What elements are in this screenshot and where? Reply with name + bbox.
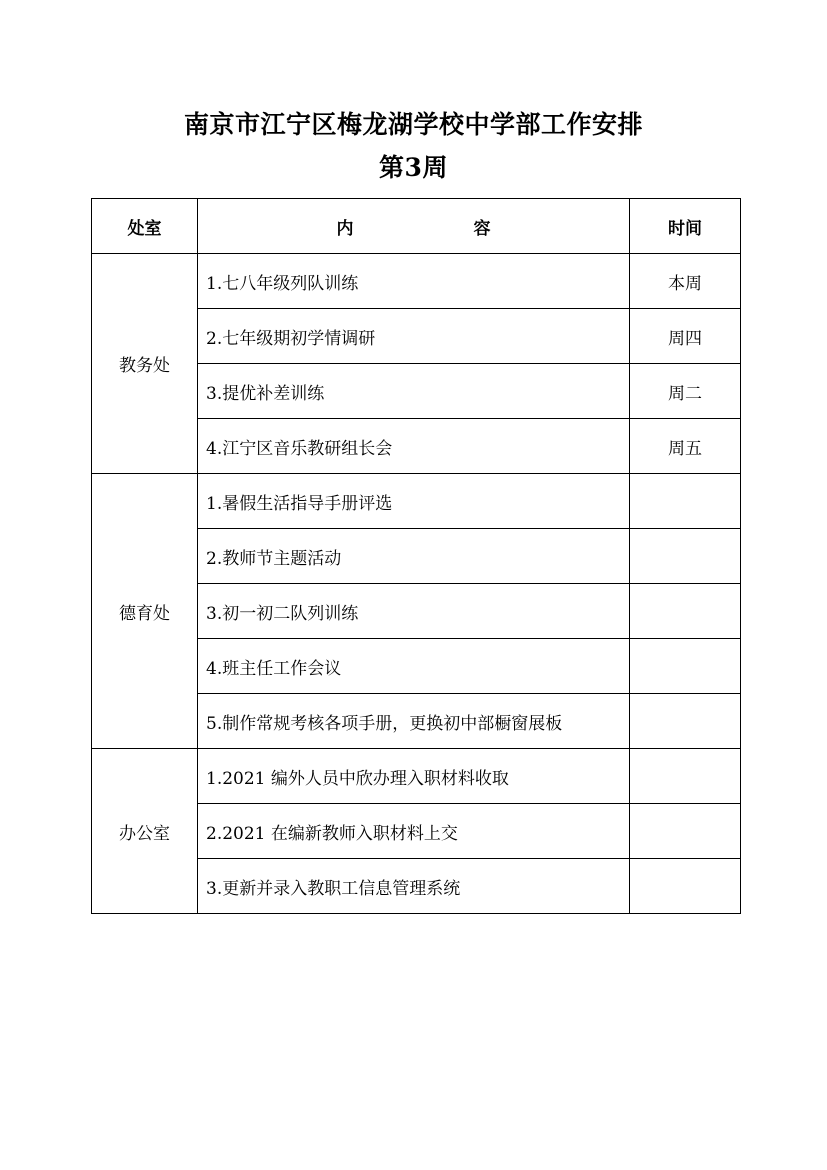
dept-cell: 教务处 <box>92 254 198 474</box>
time-cell <box>630 639 741 694</box>
time-cell <box>630 584 741 639</box>
content-cell: 1.暑假生活指导手册评选 <box>198 474 630 529</box>
content-cell: 2.教师节主题活动 <box>198 529 630 584</box>
schedule-table <box>91 198 741 914</box>
content-cell: 4.江宁区音乐教研组长会 <box>198 419 630 474</box>
time-cell <box>630 859 741 914</box>
header-content-right: 容 <box>473 218 491 239</box>
time-cell <box>630 474 741 529</box>
content-cell: 1.七八年级列队训练 <box>198 254 630 309</box>
content-cell: 3.提优补差训练 <box>198 364 630 419</box>
time-cell <box>630 694 741 749</box>
week-label: 第3周 <box>379 153 448 182</box>
table-header-row <box>92 199 741 254</box>
table-row <box>92 474 741 529</box>
content-cell: 3.更新并录入教职工信息管理系统 <box>198 859 630 914</box>
content-cell: 3.初一初二队列训练 <box>198 584 630 639</box>
time-cell: 周四 <box>630 309 741 364</box>
header-content <box>198 199 630 254</box>
time-cell <box>630 749 741 804</box>
page-title: 南京市江宁区梅龙湖学校中学部工作安排 <box>183 110 643 139</box>
content-cell: 2.七年级期初学情调研 <box>198 309 630 364</box>
content-cell: 2.2021 在编新教师入职材料上交 <box>198 804 630 859</box>
time-cell: 本周 <box>630 254 741 309</box>
content-cell: 1.2021 编外人员中欣办理入职材料收取 <box>198 749 630 804</box>
table-row <box>92 254 741 309</box>
time-cell <box>630 804 741 859</box>
header-time: 时间 <box>630 199 741 254</box>
content-cell: 4.班主任工作会议 <box>198 639 630 694</box>
time-cell: 周五 <box>630 419 741 474</box>
header-content-left: 内 <box>336 218 354 239</box>
table-row <box>92 749 741 804</box>
dept-cell: 德育处 <box>92 474 198 749</box>
content-cell: 5.制作常规考核各项手册，更换初中部橱窗展板 <box>198 694 630 749</box>
time-cell <box>630 529 741 584</box>
header-dept: 处室 <box>92 199 198 254</box>
time-cell: 周二 <box>630 364 741 419</box>
dept-cell: 办公室 <box>92 749 198 914</box>
